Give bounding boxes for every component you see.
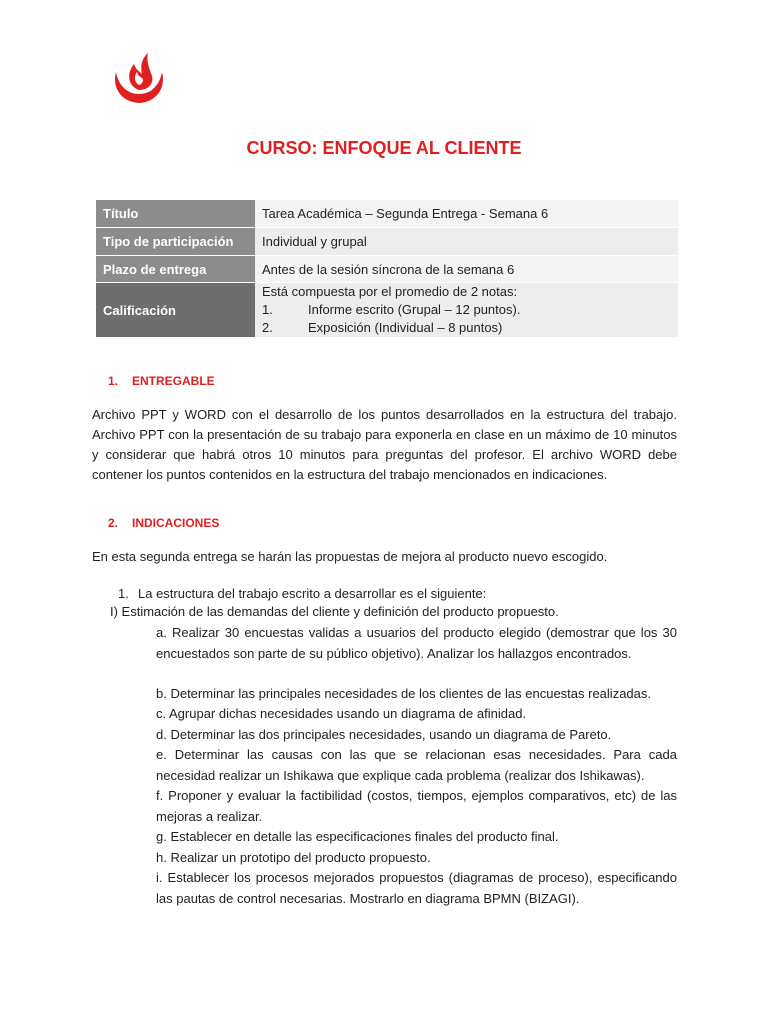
list-text: La estructura del trabajo escrito a desarrollar es el siguiente: — [138, 586, 487, 601]
indicaciones-intro: En esta segunda entrega se harán las propuestas de mejora al producto nuevo escogido. — [92, 549, 608, 564]
tipo-value: Individual y grupal — [255, 228, 678, 255]
titulo-label: Título — [96, 200, 255, 227]
list-item — [262, 301, 671, 319]
subitem-f: f. Proponer y evaluar la factibilidad (costos, tiempos, ejemplos comparativos, etc) de las mejoras a realizar. — [156, 788, 677, 824]
table-row — [96, 256, 678, 282]
assignment-info-table — [96, 199, 678, 338]
subitem-c: c. Agrupar dichas necesidades usando un diagrama de afinidad. — [156, 706, 527, 721]
subitem-a: a. Realizar 30 encuestas validas a usuarios del producto elegido (demostrar que los 30 encuestados son parte de su público objetivo). Analizar los hallazgos encontrados. — [156, 625, 677, 661]
subitem-d: d. Determinar las dos principales necesidades, usando un diagrama de Pareto. — [156, 727, 612, 742]
calificacion-value — [255, 283, 678, 337]
table-row — [96, 200, 678, 227]
plazo-value: Antes de la sesión síncrona de la semana 6 — [255, 256, 678, 282]
list-number: 1. — [118, 586, 129, 601]
list-text: Informe escrito (Grupal – 12 puntos). — [308, 302, 521, 317]
section-heading-indicaciones — [108, 516, 219, 530]
plazo-label: Plazo de entrega — [96, 256, 255, 282]
list-number: 1. — [262, 302, 273, 317]
roman-heading: I) Estimación de las demandas del cliente y definición del producto propuesto. — [110, 604, 559, 619]
table-row — [96, 228, 678, 255]
section-title: ENTREGABLE — [132, 374, 215, 388]
subitem-i: i. Establecer los procesos mejorados propuestos (diagramas de proceso), especificando las pautas de control necesarias. Mostrarlo en diagrama BPMN (BIZAGI). — [156, 870, 677, 906]
list-text: Exposición (Individual – 8 puntos) — [308, 320, 503, 335]
list-item — [262, 319, 671, 337]
list-item — [118, 586, 486, 601]
table-row — [96, 283, 678, 337]
calificacion-intro: Está compuesta por el promedio de 2 notas: — [262, 284, 518, 299]
list-number: 2. — [262, 320, 273, 335]
calificacion-label: Calificación — [96, 283, 255, 337]
titulo-value: Tarea Académica – Segunda Entrega - Semana 6 — [255, 200, 678, 227]
subitem-g: g. Establecer en detalle las especificaciones finales del producto final. — [156, 829, 559, 844]
section-title: INDICACIONES — [132, 516, 220, 530]
subitem-e: e. Determinar las causas con las que se relacionan esas necesidades. Para cada necesidad realizar un Ishikawa que explique cada problema (realizar dos Ishikawas). — [156, 747, 677, 783]
section-number: 1. — [108, 374, 119, 388]
section-number: 2. — [108, 516, 119, 530]
entregable-paragraph: Archivo PPT y WORD con el desarrollo de los puntos desarrollados en la estructura del trabajo. Archivo PPT con la presentación de su trabajo para exponerla en clase en un máximo de 10 minutos y considerar que habrá otros 10 minutos para preguntas del profesor. El archivo WORD debe contener los puntos contenidos en la estructura del trabajo mencionados en indicaciones. — [92, 407, 677, 482]
course-title: CURSO: ENFOQUE AL CLIENTE — [246, 138, 522, 158]
subitem-h: h. Realizar un prototipo del producto propuesto. — [156, 850, 431, 865]
university-logo-icon — [110, 50, 168, 106]
subitem-b: b. Determinar las principales necesidades de los clientes de las encuestas realizadas. — [156, 686, 651, 701]
section-heading-entregable — [108, 374, 215, 388]
tipo-label: Tipo de participación — [96, 228, 255, 255]
